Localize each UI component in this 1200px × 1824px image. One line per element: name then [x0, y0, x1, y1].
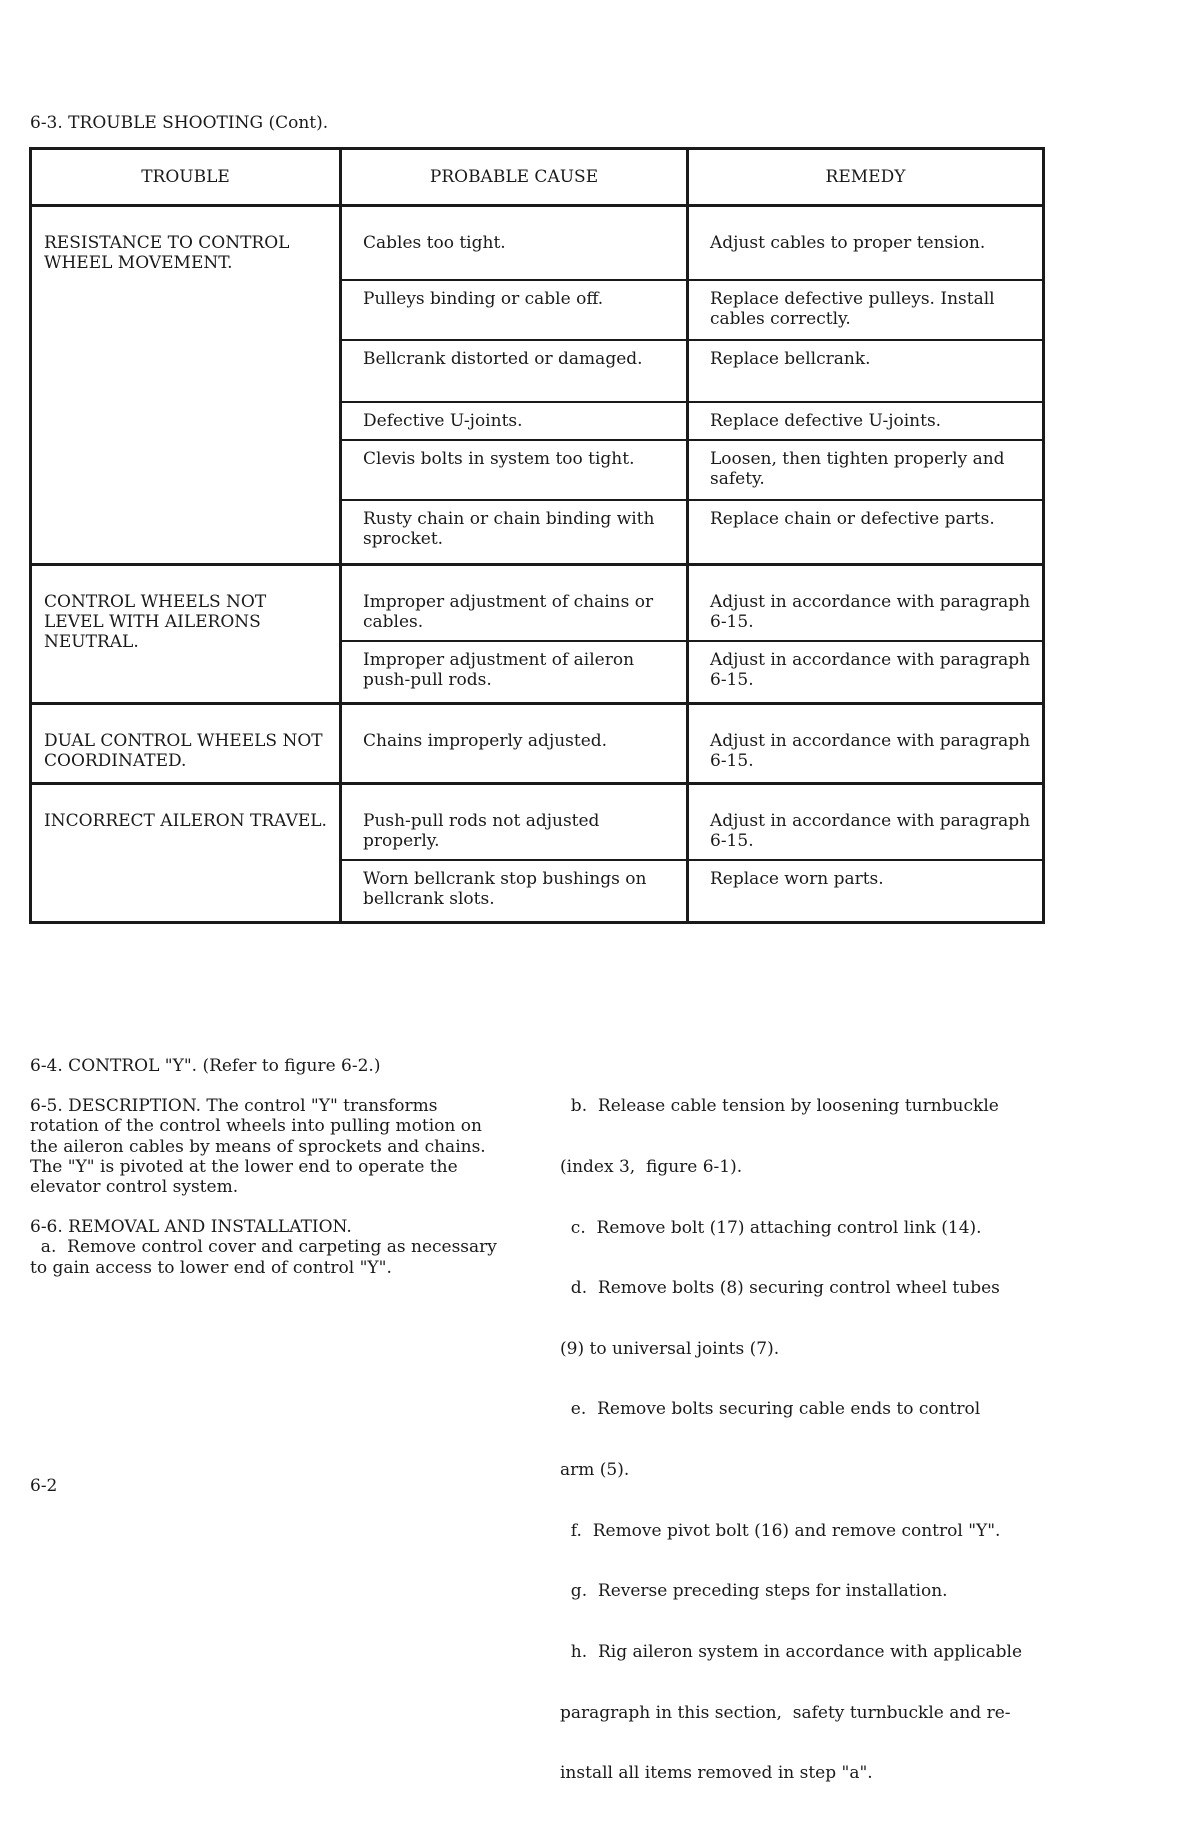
text-line: d. Remove bolts (8) securing control wheel tubes [560, 1278, 1000, 1299]
text-line: 6-5. DESCRIPTION. The control "Y" transforms [30, 1096, 438, 1117]
trouble-cell: INCORRECT AILERON TRAVEL. [31, 784, 341, 923]
remedy-cell: Adjust in accordance with paragraph 6-15. [688, 784, 1044, 861]
header-probable-cause: PROBABLE CAUSE [341, 149, 688, 206]
text-line: the aileron cables by means of sprockets and chains. [30, 1136, 486, 1157]
cause-cell: Pulleys binding or cable off. [341, 280, 688, 340]
table-header-row [31, 149, 1044, 206]
cause-cell: Bellcrank distorted or damaged. [341, 340, 688, 402]
cause-cell: Improper adjustment of chains or cables. [341, 565, 688, 642]
text-line: c. Remove bolt (17) attaching control link (14). [560, 1217, 982, 1238]
left-column [30, 1056, 530, 1298]
remedy-cell: Replace defective pulleys. Install cables correctly. [688, 280, 1044, 340]
text-line: 6-6. REMOVAL AND INSTALLATION. [30, 1217, 352, 1238]
header-remedy: REMEDY [688, 149, 1044, 206]
table-row [31, 206, 1044, 281]
remedy-cell: Replace bellcrank. [688, 340, 1044, 402]
text-line: (index 3, figure 6-1). [560, 1157, 743, 1178]
trouble-cell: CONTROL WHEELS NOT LEVEL WITH AILERONS NEUTRAL. [31, 565, 341, 704]
trouble-cell: RESISTANCE TO CONTROL WHEEL MOVEMENT. [31, 206, 341, 565]
right-column [560, 1056, 1050, 1824]
section-heading: 6-3. TROUBLE SHOOTING (Cont). [30, 113, 329, 133]
text-line: 6-4. CONTROL "Y". (Refer to figure 6-2.) [30, 1056, 381, 1076]
cause-cell: Rusty chain or chain binding with sprocket. [341, 500, 688, 565]
cause-cell: Cables too tight. [341, 206, 688, 281]
text-line: b. Release cable tension by loosening turnbuckle [560, 1096, 999, 1117]
page-number: 6-2 [30, 1476, 58, 1496]
cause-cell: Improper adjustment of aileron push-pull rods. [341, 641, 688, 704]
table-row [31, 704, 1044, 784]
remedy-cell: Adjust in accordance with paragraph 6-15. [688, 565, 1044, 642]
text-line: arm (5). [560, 1460, 630, 1481]
cause-cell: Defective U-joints. [341, 402, 688, 440]
cause-cell: Chains improperly adjusted. [341, 704, 688, 784]
text-line: paragraph in this section, safety turnbuckle and re- [560, 1702, 1011, 1723]
remedy-cell: Replace defective U-joints. [688, 402, 1044, 440]
remedy-cell: Replace chain or defective parts. [688, 500, 1044, 565]
cause-cell: Push-pull rods not adjusted properly. [341, 784, 688, 861]
text-line: g. Reverse preceding steps for installation. [560, 1581, 948, 1602]
trouble-shooting-table [29, 147, 1045, 924]
text-line: install all items removed in step "a". [560, 1763, 873, 1784]
cause-cell: Worn bellcrank stop bushings on bellcrank slots. [341, 860, 688, 923]
remedy-cell: Adjust cables to proper tension. [688, 206, 1044, 281]
text-line: a. Remove control cover and carpeting as necessary [30, 1237, 497, 1258]
trouble-cell: DUAL CONTROL WHEELS NOT COORDINATED. [31, 704, 341, 784]
text-line: The "Y" is pivoted at the lower end to operate the [30, 1156, 458, 1177]
paragraph-removal-installation [30, 1217, 530, 1278]
text-line: elevator control system. [30, 1177, 239, 1198]
text-line: h. Rig aileron system in accordance with applicable [560, 1641, 1023, 1662]
text-line: f. Remove pivot bolt (16) and remove control "Y". [560, 1520, 1001, 1541]
remedy-cell: Adjust in accordance with paragraph 6-15. [688, 641, 1044, 704]
table-row [31, 565, 1044, 642]
remedy-cell: Loosen, then tighten properly and safety. [688, 440, 1044, 500]
text-line: (9) to universal joints (7). [560, 1338, 780, 1359]
text-line: e. Remove bolts securing cable ends to control [560, 1399, 981, 1420]
remedy-cell: Replace worn parts. [688, 860, 1044, 923]
paragraph-description [30, 1096, 530, 1197]
header-trouble: TROUBLE [31, 149, 341, 206]
table-row [31, 784, 1044, 861]
cause-cell: Clevis bolts in system too tight. [341, 440, 688, 500]
paragraph-control-y [30, 1056, 530, 1076]
text-line: rotation of the control wheels into pulling motion on [30, 1116, 482, 1137]
text-line: to gain access to lower end of control "Y". [30, 1257, 392, 1278]
remedy-cell: Adjust in accordance with paragraph 6-15. [688, 704, 1044, 784]
